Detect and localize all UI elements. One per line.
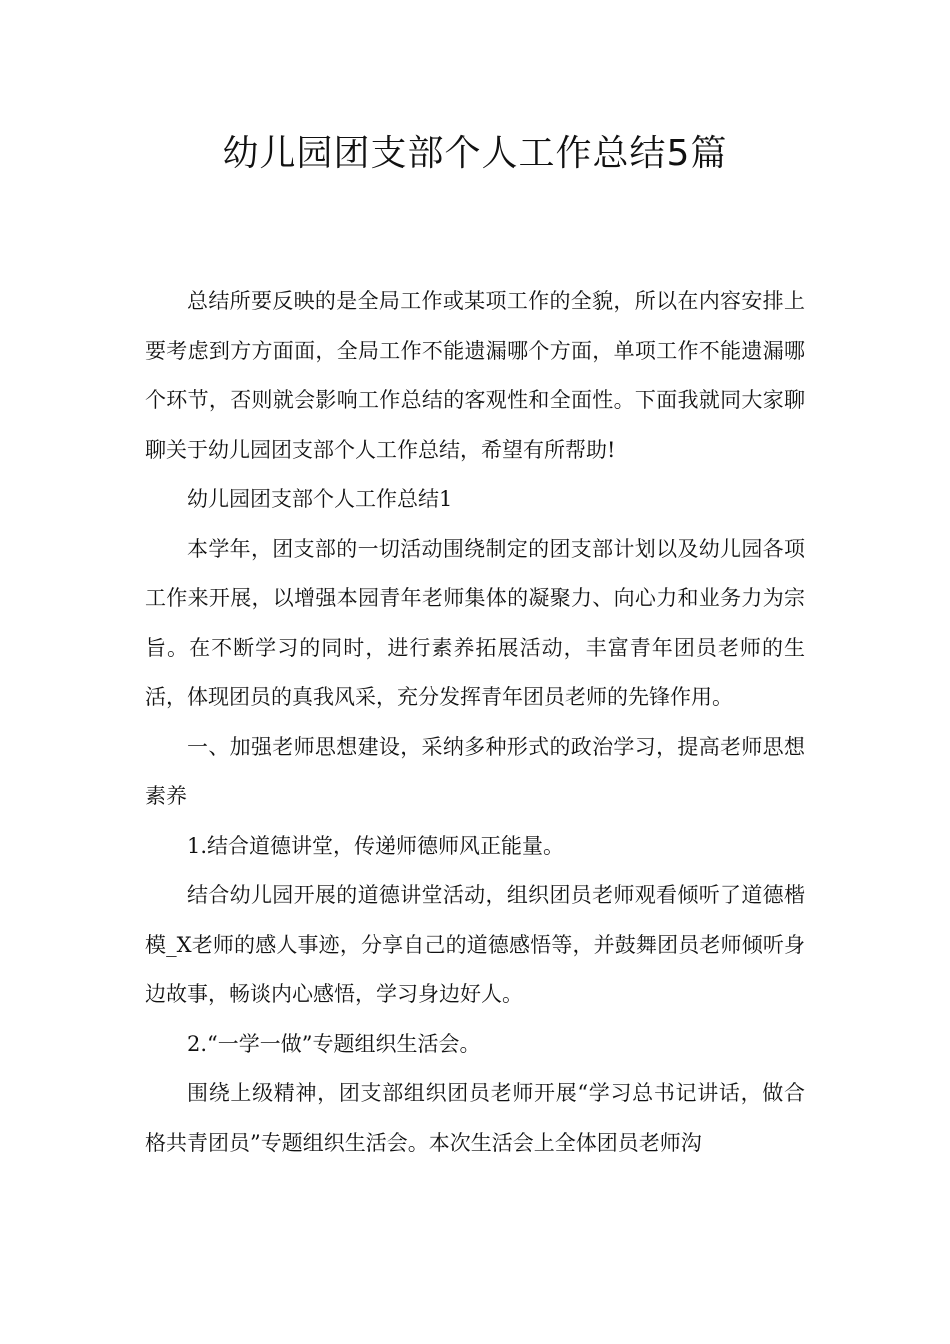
section-heading: 幼儿园团支部个人工作总结1	[187, 487, 453, 511]
list-item-heading: 2.“一学一做”专题组织生活会。	[187, 1031, 481, 1056]
subsection-heading: 一、加强老师思想建设，采纳多种形式的政治学习，提高老师思想素养	[145, 734, 805, 808]
body-paragraph: 本学年，团支部的一切活动围绕制定的团支部计划以及幼儿园各项工作来开展，以增强本园青年老师集体的凝聚力、向心力和业务力为宗旨。在不断学习的同时，进行素养拓展活动，丰富青年团员老师的生活，体现团员的真我风采，充分发挥青年团员老师的先锋作用。	[145, 536, 805, 709]
list-item-heading: 1.结合道德讲堂，传递师德师风正能量。	[187, 833, 565, 858]
body-paragraph: 围绕上级精神，团支部组织团员老师开展“学习总书记讲话，做合格共青团员”专题组织生活会。本次生活会上全体团员老师沟	[145, 1081, 805, 1155]
document-body	[145, 277, 805, 1168]
document-title: 幼儿园团支部个人工作总结5篇	[222, 133, 728, 174]
body-paragraph: 结合幼儿园开展的道德讲堂活动，组织团员老师观看倾听了道德楷模_X老师的感人事迹，分享自己的道德感悟等，并鼓舞团员老师倾听身边故事，畅谈内心感悟，学习身边好人。	[145, 883, 805, 1006]
intro-paragraph: 总结所要反映的是全局工作或某项工作的全貌，所以在内容安排上要考虑到方方面面，全局工作不能遗漏哪个方面，单项工作不能遗漏哪个环节，否则就会影响工作总结的客观性和全面性。下面我就同大家聊聊关于幼儿园团支部个人工作总结，希望有所帮助!	[145, 289, 805, 462]
